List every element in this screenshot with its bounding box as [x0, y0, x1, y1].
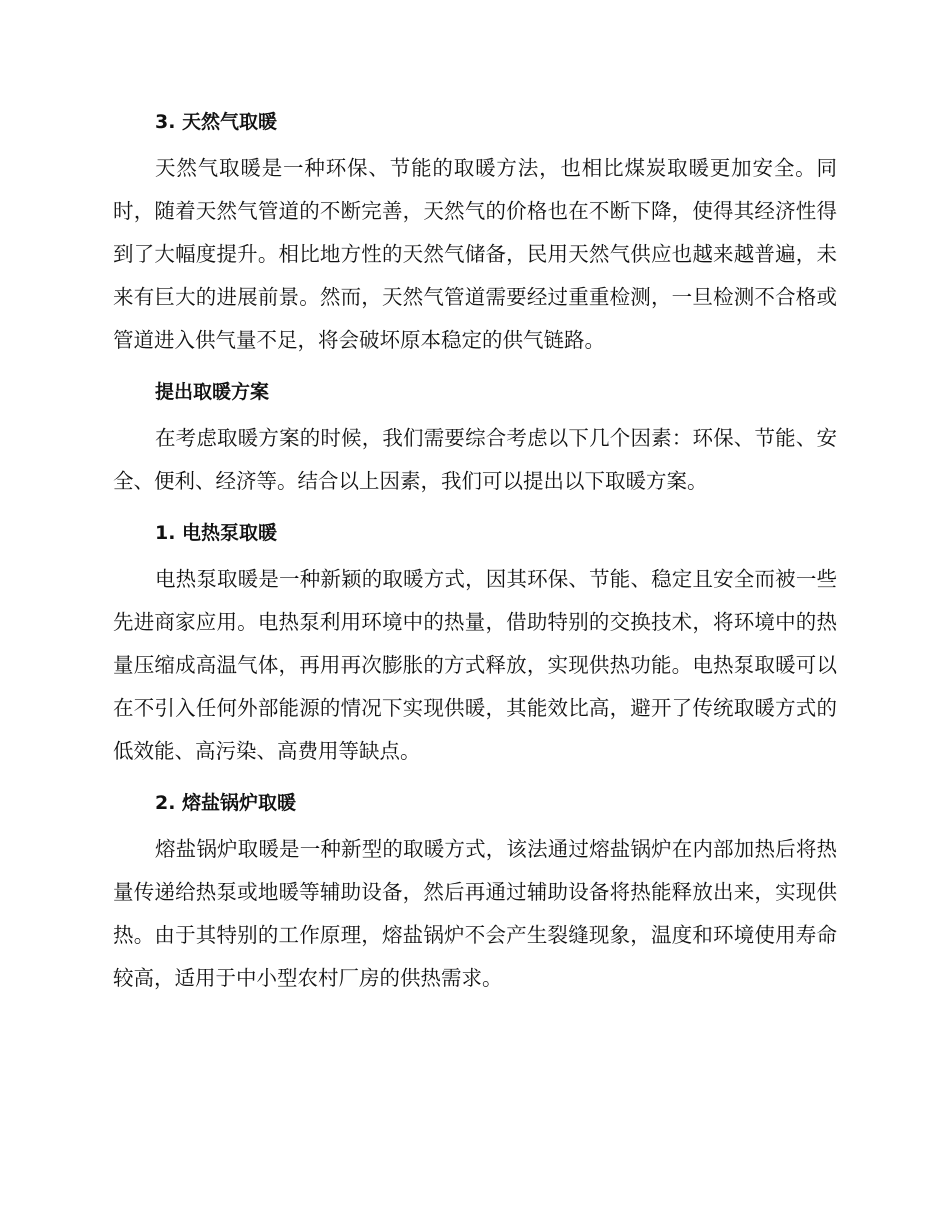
paragraph-molten-salt: 熔盐锅炉取暖是一种新型的取暖方式，该法通过熔盐锅炉在内部加热后将热量传递给热泵或地暖等辅助设备，然后再通过辅助设备将热能释放出来，实现供热。由于其特别的工作原理，熔盐锅炉不会产生裂缝现象，温度和环境使用寿命较高，适用于中小型农村厂房的供热需求。	[113, 837, 837, 990]
paragraph-proposal: 在考虑取暖方案的时候，我们需要综合考虑以下几个因素：环保、节能、安全、便利、经济等。结合以上因素，我们可以提出以下取暖方案。	[113, 426, 837, 493]
section-heading-molten-salt: 2. 熔盐锅炉取暖	[155, 792, 297, 814]
section-heading-proposal: 提出取暖方案	[155, 381, 270, 403]
paragraph-heat-pump: 电热泵取暖是一种新颖的取暖方式，因其环保、节能、稳定且安全而被一些先进商家应用。电热泵利用环境中的热量，借助特别的交换技术，将环境中的热量压缩成高温气体，再用再次膨胀的方式释放，实现供热功能。电热泵取暖可以在不引入任何外部能源的情况下实现供暖，其能效比高，避开了传统取暖方式的低效能、高污染、高费用等缺点。	[113, 567, 837, 763]
section-heading-heat-pump: 1. 电热泵取暖	[155, 522, 278, 544]
section-heading-natural-gas: 3. 天然气取暖	[155, 111, 278, 133]
paragraph-natural-gas: 天然气取暖是一种环保、节能的取暖方法，也相比煤炭取暖更加安全。同时，随着天然气管道的不断完善，天然气的价格也在不断下降，使得其经济性得到了大幅度提升。相比地方性的天然气储备，民用天然气供应也越来越普遍，未来有巨大的进展前景。然而，天然气管道需要经过重重检测，一旦检测不合格或管道进入供气量不足，将会破坏原本稳定的供气链路。	[113, 156, 837, 352]
document-body	[113, 108, 837, 1000]
